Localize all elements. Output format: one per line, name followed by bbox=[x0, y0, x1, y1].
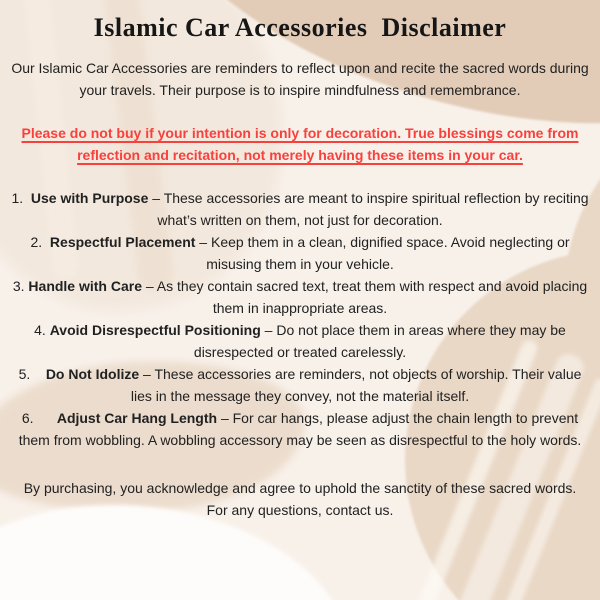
rule-item-6 bbox=[10, 407, 590, 451]
rule-text: – Do not place them in areas where they may be disrespected or treated carelessly. bbox=[193, 322, 570, 360]
rules-list bbox=[10, 187, 593, 451]
rule-number: 4. bbox=[34, 322, 50, 338]
rule-text: – These accessories are meant to inspire spiritual reflection by reciting what’s written on them, not just for decoration. bbox=[148, 190, 593, 228]
rule-text: – For car hangs, please adjust the chain length to prevent them from wobbling. A wobbling accessory may be seen as disrespectful to the holy words. bbox=[18, 410, 583, 448]
rule-text: – Keep them in a clean, dignified space. Avoid neglecting or misusing them in your vehicle. bbox=[195, 234, 574, 272]
rule-term: Use with Purpose bbox=[30, 190, 149, 206]
rule-item-5 bbox=[10, 363, 590, 407]
warning-text: Please do not buy if your intention is only for decoration. True blessings come from reflection and recitation, not merely having these items in your car. bbox=[21, 125, 579, 163]
rule-number: 3. bbox=[12, 278, 29, 294]
rule-number: 2. bbox=[30, 234, 50, 250]
rule-term: Respectful Placement bbox=[49, 234, 196, 250]
rule-item-2 bbox=[10, 231, 590, 275]
acknowledgement-text: By purchasing, you acknowledge and agree to uphold the sanctity of these sacred words. bbox=[23, 480, 577, 496]
contact-text: For any questions, contact us. bbox=[206, 502, 394, 518]
rule-item-1 bbox=[10, 187, 593, 231]
rule-text: – These accessories are reminders, not objects of worship. Their value lies in the message they convey, not the material itself. bbox=[130, 366, 586, 404]
page-title: Islamic Car Accessories Disclaimer bbox=[93, 13, 507, 42]
intro-paragraph: Our Islamic Car Accessories are reminders to reflect upon and recite the sacred words during your travels. Their purpose is to inspire mindfulness and remembrance. bbox=[11, 60, 589, 98]
rule-number: 1. bbox=[11, 190, 31, 206]
rule-item-3 bbox=[10, 275, 590, 319]
rule-term: Adjust Car Hang Length bbox=[56, 410, 218, 426]
rule-term: Avoid Disrespectful Positioning bbox=[49, 322, 261, 338]
rule-text: – As they contain sacred text, treat them with respect and avoid placing them in inappropriate areas. bbox=[142, 278, 592, 316]
rule-item-4 bbox=[10, 319, 590, 363]
rule-number: 6. bbox=[21, 410, 57, 426]
rule-term: Handle with Care bbox=[28, 278, 143, 294]
rule-term: Do Not Idolize bbox=[45, 366, 140, 382]
rule-number: 5. bbox=[18, 366, 46, 382]
